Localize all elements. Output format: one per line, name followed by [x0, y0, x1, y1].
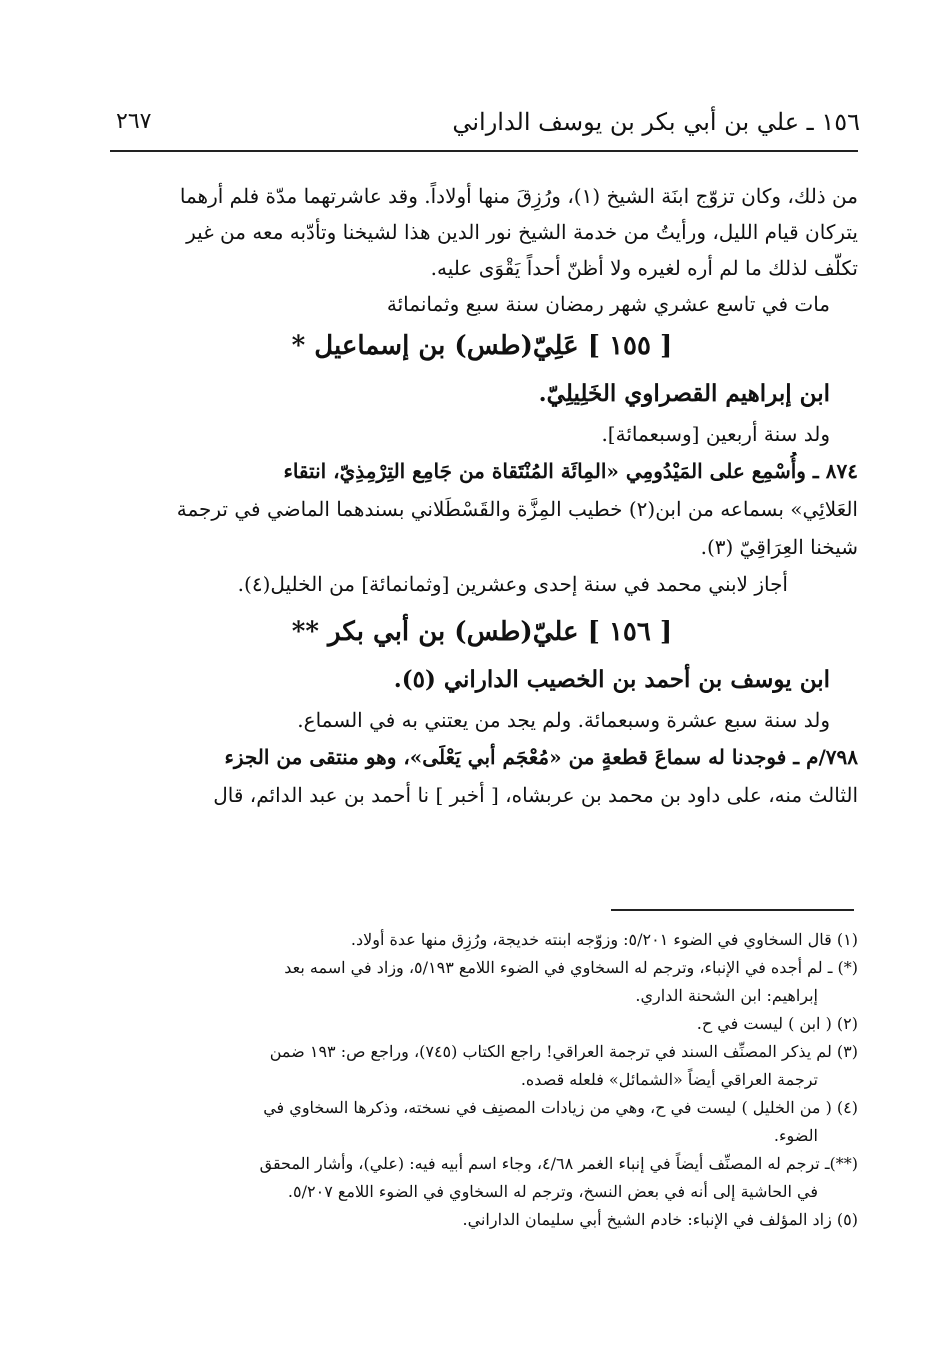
entry-155-hadith-line: ٨٧٤ ـ وأُسْمِع على المَيْدُومِي «المِائَة المُنْتَقاة من جَامِع التِرْمِذِيّ، انتقاء	[283, 459, 858, 483]
main-text	[106, 178, 858, 814]
footnote: (٣) لم يذكر المصنِّف السند في ترجمة العراقي! راجع الكتاب (٧٤٥)، وراجع ص: ١٩٣ ضمن	[269, 1042, 858, 1061]
entry-155-hadith-line: العَلائِي» بسماعه من ابن(٢) خطيب المِزَّة والقَسْطَلاني بسندهما الماضي في ترجمة	[176, 497, 858, 521]
entry-155-hadith-line: شيخنا العِرَاقِيّ (٣).	[700, 535, 858, 559]
footnote: (٢) ( ابن ) ليست في ح.	[696, 1014, 858, 1033]
footnote: (٥) زاد المؤلف في الإنباء: خادم الشيخ أبي سليمان الداراني.	[462, 1210, 858, 1229]
footnote: (*) ـ لم أجده في الإنباء، وترجم له السخاوي في الضوء اللامع ٥/١٩٣، وزاد في اسمه بعد	[284, 958, 858, 977]
footnote: (١) قال السخاوي في الضوء ٥/٢٠١: وزوّجه ابنته خديجة، ورُزِق منها عدة أولاد.	[350, 930, 858, 949]
text-line: من ذلك، وكان تزوّج ابنَة الشيخ (١)، ورُزِقَ منها أولاداً. وقد عاشرتهما مدّة فلم أرهما	[179, 184, 858, 208]
entry-155-ijaza: أجاز لابني محمد في سنة إحدى وعشرين [وثمانمائة] من الخليل(٤).	[237, 572, 788, 596]
text-line: يتركان قيام الليل، ورأيتُ من خدمة الشيخ نور الدين هذا لشيخنا وتأدّبه معه من غير	[186, 220, 858, 244]
footnote-rule	[611, 909, 854, 911]
footnotes	[106, 926, 858, 1234]
text-line: تكلّف لذلك ما لم أره لغيره ولا أظنّ أحداً يَقْوَى عليه.	[430, 256, 858, 280]
page-header	[110, 106, 860, 146]
entry-155-lineage: ابن إبراهيم القصراوي الخَلِيلِيّ.	[538, 380, 830, 407]
footnote-continuation: إبراهيم: ابن الشحنة الداري.	[635, 986, 818, 1005]
footnote: (٤) ( من الخليل ) ليست في ح، وهي من زيادات المصنِف في نسخته، وذكرها السخاوي في	[263, 1098, 858, 1117]
entry-156-heading: [ ١٥٦ ] عليّ(طس) بن أبي بكر **	[291, 617, 673, 647]
footnote-continuation: في الحاشية إلى أنه في بعض النسخ، وترجم له السخاوي في الضوء اللامع ٥/٢٠٧.	[287, 1182, 818, 1201]
footnote-continuation: ترجمة العراقي أيضاً «الشمائل» فلعله قصده.	[520, 1070, 818, 1089]
footnote: (**)ـ ترجم له المصنِّف أيضاً في إنباء الغمر ٤/٦٨، وجاء اسم أبيه فيه: (علي)، وأشار المحقق	[259, 1154, 858, 1173]
page-number: ٢٦٧	[116, 109, 152, 134]
header-rule	[110, 150, 858, 152]
entry-155-heading: [ ١٥٥ ] عَلِيّ(طس) بن إسماعيل *	[291, 331, 673, 361]
death-date-line: مات في تاسع عشري شهر رمضان سنة سبع وثمانمائة	[386, 292, 830, 316]
running-title: ١٥٦ ـ علي بن أبي بكر بن يوسف الداراني	[452, 108, 860, 136]
entry-156-hadith-line: ٧٩٨/م ـ فوجدنا له سماعَ قطعةٍ من «مُعْجَم أبي يَعْلَى»، وهو منتقى من الجزء	[224, 745, 858, 769]
entry-156-birth: ولد سنة سبع عشرة وسبعمائة. ولم يجد من يعتني به في السماع.	[297, 708, 830, 732]
entry-156-lineage: ابن يوسف بن أحمد بن الخصيب الداراني (٥).	[393, 666, 830, 693]
entry-156-hadith-line: الثالث منه، على داود بن محمد بن عربشاه، [ أخبر ] نا أحمد بن عبد الدائم، قال	[213, 783, 858, 807]
footnote-continuation: الضوء.	[773, 1126, 818, 1145]
entry-155-birth: ولد سنة أربعين [وسبعمائة].	[601, 422, 830, 446]
